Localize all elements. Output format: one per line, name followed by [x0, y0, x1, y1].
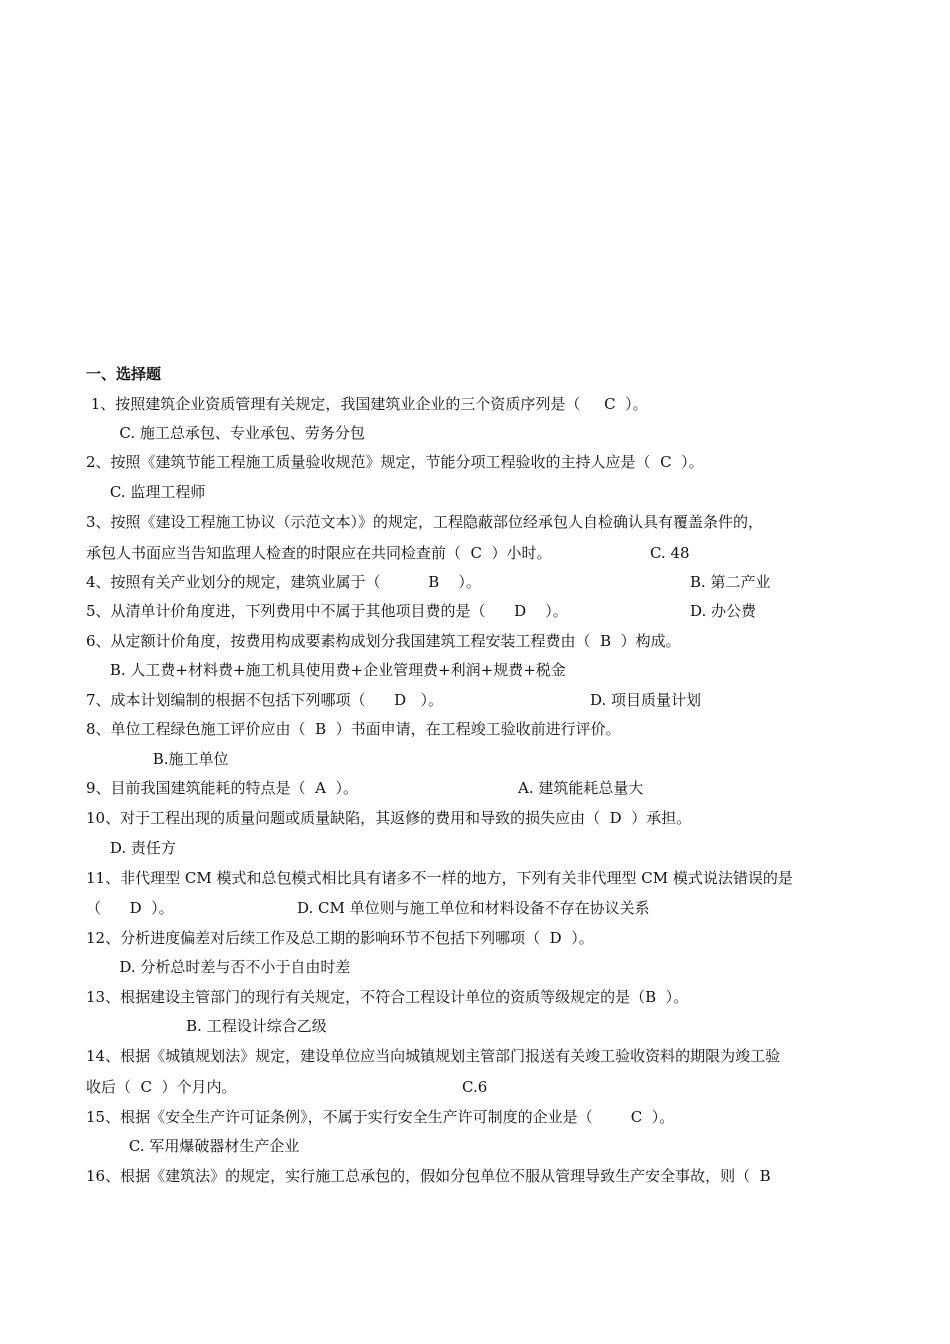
- question-4: 4、按照有关产业划分的规定，建筑业属于（ B ）。: [86, 573, 481, 591]
- answer-7: D. 项目质量计划: [590, 691, 702, 709]
- question-12: 12、分析进度偏差对后续工作及总工期的影响环节不包括下列哪项（ D ）。: [86, 929, 594, 947]
- question-11: 11、非代理型 CM 模式和总包模式相比具有诸多不一样的地方，下列有关非代理型 CM 模式说法错误的是: [86, 869, 793, 887]
- answer-12: D. 分析总时差与否不小于自由时差: [86, 958, 351, 976]
- question-3: 3、按照《建设工程施工协议（示范文本）》的规定，工程隐蔽部位经承包人自检确认具有覆盖条件的，: [86, 513, 764, 531]
- question-8: 8、单位工程绿色施工评价应由（ B ）书面申请，在工程竣工验收前进行评价。: [86, 720, 621, 738]
- answer-5: D. 办公费: [690, 602, 757, 620]
- answer-4: B. 第二产业: [690, 573, 771, 591]
- answer-2: C. 监理工程师: [86, 483, 206, 501]
- question-6: 6、从定额计价角度，按费用构成要素构成划分我国建筑工程安装工程费由（ B ）构成。: [86, 632, 681, 650]
- question-16: 16、根据《建筑法》的规定，实行施工总承包的，假如分包单位不服从管理导致生产安全事故，则（ B: [86, 1167, 771, 1185]
- question-13: 13、根据建设主管部门的现行有关规定，不符合工程设计单位的资质等级规定的是（B ）。: [86, 988, 689, 1006]
- answer-11: D. CM 单位则与施工单位和材料设备不存在协议关系: [297, 899, 650, 917]
- answer-15: C. 军用爆破器材生产企业: [86, 1137, 300, 1155]
- question-7: 7、成本计划编制的根据不包括下列哪项（ D ）。: [86, 691, 443, 709]
- answer-1: C. 施工总承包、专业承包、劳务分包: [86, 424, 365, 442]
- question-9: 9、目前我国建筑能耗的特点是（ A ）。: [86, 779, 358, 797]
- answer-3: C. 48: [650, 544, 690, 562]
- question-10: 10、对于工程出现的质量问题或质量缺陷，其返修的费用和导致的损失应由（ D ）承担。: [86, 809, 692, 827]
- question-15: 15、根据《安全生产许可证条例》，不属于实行安全生产许可制度的企业是（ C ）。: [86, 1108, 675, 1126]
- answer-13: B. 工程设计综合乙级: [86, 1017, 327, 1035]
- section-title: 一、选择题: [86, 365, 162, 383]
- question-11-cont: （ D ）。: [86, 899, 174, 917]
- question-14: 14、根据《城镇规划法》规定，建设单位应当向城镇规划主管部门报送有关竣工验收资料的期限为竣工验: [86, 1047, 781, 1065]
- question-5: 5、从清单计价角度进，下列费用中不属于其他项目费的是（ D ）。: [86, 602, 568, 620]
- question-2: 2、按照《建筑节能工程施工质量验收规范》规定，节能分项工程验收的主持人应是（ C ）。: [86, 453, 704, 471]
- answer-8: B.施工单位: [86, 750, 229, 768]
- question-14-cont: 收后（ C ）个月内。: [86, 1078, 237, 1096]
- answer-10: D. 责任方: [86, 839, 176, 857]
- question-3-cont: 承包人书面应当告知监理人检查的时限应在共同检查前（ C ）小时。: [86, 544, 552, 562]
- answer-9: A. 建筑能耗总量大: [518, 779, 644, 797]
- answer-14: C.6: [462, 1078, 488, 1096]
- question-1: 1、按照建筑企业资质管理有关规定，我国建筑业企业的三个资质序列是（ C ）。: [86, 395, 648, 413]
- answer-6: B. 人工费+材料费+施工机具使用费+企业管理费+利润+规费+税金: [86, 661, 566, 679]
